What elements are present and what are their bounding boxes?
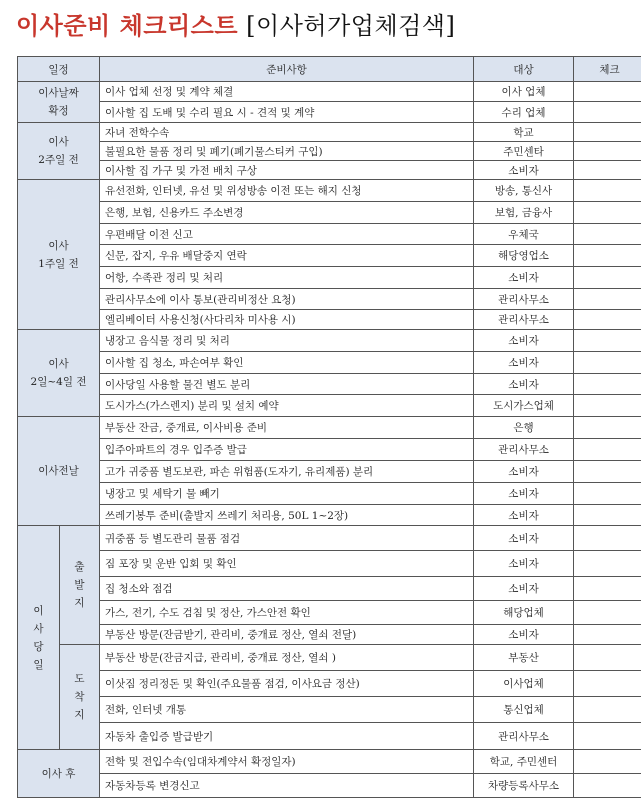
- target-cell: 학교: [474, 123, 574, 142]
- target-cell: 통신업체: [474, 697, 574, 723]
- target-cell: 우체국: [474, 224, 574, 245]
- prep-item: 은행, 보험, 신용카드 주소변경: [100, 202, 474, 224]
- check-cell[interactable]: [574, 161, 641, 180]
- table-row: [18, 142, 641, 161]
- period-label-part: 발: [60, 576, 99, 594]
- table-row: [18, 483, 641, 505]
- prep-item: 자녀 전학수속: [100, 123, 474, 142]
- period-label-part: 일: [18, 656, 59, 674]
- check-cell[interactable]: [574, 439, 641, 461]
- target-cell: 소비자: [474, 267, 574, 289]
- target-cell: 소비자: [474, 374, 574, 395]
- period-cell: [18, 82, 100, 123]
- check-cell[interactable]: [574, 723, 641, 750]
- check-cell[interactable]: [574, 774, 641, 798]
- target-cell: 이사 업체: [474, 82, 574, 102]
- period-cell: [18, 750, 100, 798]
- check-cell[interactable]: [574, 245, 641, 267]
- check-cell[interactable]: [574, 750, 641, 774]
- target-cell: 소비자: [474, 461, 574, 483]
- checklist-body: [18, 82, 641, 798]
- target-cell: 소비자: [474, 505, 574, 526]
- prep-item: 전학 및 전입수속(임대차계약서 확정일자): [100, 750, 474, 774]
- period-label-part: 2주일 전: [18, 151, 99, 169]
- check-cell[interactable]: [574, 330, 641, 352]
- page-title: [16, 6, 455, 46]
- period-label-part: 2일~4일 전: [18, 373, 99, 391]
- table-row: [18, 601, 641, 625]
- prep-item: 집 청소와 점검: [100, 577, 474, 601]
- period-label-part: 이사전날: [18, 462, 99, 480]
- table-row: [18, 267, 641, 289]
- table-row: [18, 551, 641, 577]
- target-cell: 소비자: [474, 161, 574, 180]
- prep-item: 전화, 인터넷 개통: [100, 697, 474, 723]
- target-cell: 관리사무소: [474, 310, 574, 330]
- prep-item: 이사할 집 청소, 파손여부 확인: [100, 352, 474, 374]
- prep-item: 짐 포장 및 운반 입회 및 확인: [100, 551, 474, 577]
- target-cell: 보험, 금융사: [474, 202, 574, 224]
- prep-item: 가스, 전기, 수도 검침 및 정산, 가스안전 확인: [100, 601, 474, 625]
- prep-item: 부동산 잔금, 중개료, 이사비용 준비: [100, 417, 474, 439]
- target-cell: 수리 업체: [474, 102, 574, 123]
- table-row: [18, 417, 641, 439]
- period-label-part: 이사: [18, 237, 99, 255]
- target-cell: 해당업체: [474, 601, 574, 625]
- period-label-part: 이: [18, 602, 59, 620]
- prep-item: 신문, 잡지, 우유 배달중지 연락: [100, 245, 474, 267]
- prep-item: 관리사무소에 이사 통보(관리비정산 요청): [100, 289, 474, 310]
- target-cell: 은행: [474, 417, 574, 439]
- target-cell: 해당영업소: [474, 245, 574, 267]
- period-label-part: 도: [60, 670, 99, 688]
- target-cell: 소비자: [474, 625, 574, 645]
- period-label-part: 지: [60, 706, 99, 724]
- table-row: [18, 439, 641, 461]
- target-cell: 소비자: [474, 483, 574, 505]
- table-row: [18, 395, 641, 417]
- check-cell[interactable]: [574, 526, 641, 551]
- checklist-table: [17, 56, 641, 798]
- table-row: [18, 750, 641, 774]
- prep-item: 입주아파트의 경우 입주증 발급: [100, 439, 474, 461]
- table-row: [18, 625, 641, 645]
- prep-item: 귀중품 등 별도관리 물품 점검: [100, 526, 474, 551]
- period-label-part: 사: [18, 620, 59, 638]
- check-cell[interactable]: [574, 267, 641, 289]
- period-label-part: 이사: [18, 133, 99, 151]
- prep-item: 자동차 출입증 발급받기: [100, 723, 474, 750]
- prep-item: 고가 귀중품 별도보관, 파손 위험품(도자기, 유리제품) 분리: [100, 461, 474, 483]
- prep-item: 엘리베이터 사용신청(사다리차 미사용 시): [100, 310, 474, 330]
- period-cell: [18, 526, 60, 750]
- table-row: [18, 123, 641, 142]
- prep-item: 유선전화, 인터넷, 유선 및 위성방송 이전 또는 해지 신청: [100, 180, 474, 202]
- table-row: [18, 310, 641, 330]
- period-label-part: 확정: [18, 102, 99, 120]
- period-label-part: 이사: [18, 355, 99, 373]
- target-cell: 차량등록사무소: [474, 774, 574, 798]
- prep-item: 이사 업체 선정 및 계약 체결: [100, 82, 474, 102]
- subgroup-cell: [60, 645, 100, 750]
- table-row: [18, 461, 641, 483]
- target-cell: 부동산: [474, 645, 574, 671]
- check-cell[interactable]: [574, 551, 641, 577]
- check-cell[interactable]: [574, 671, 641, 697]
- prep-item: 자동차등록 변경신고: [100, 774, 474, 798]
- check-cell[interactable]: [574, 102, 641, 123]
- check-cell[interactable]: [574, 645, 641, 671]
- target-cell: 소비자: [474, 577, 574, 601]
- table-row: [18, 645, 641, 671]
- target-cell: 도시가스업체: [474, 395, 574, 417]
- period-label-part: 지: [60, 594, 99, 612]
- table-row: [18, 671, 641, 697]
- period-label-part: 이사날짜: [18, 84, 99, 102]
- check-cell[interactable]: [574, 82, 641, 102]
- period-label-part: 착: [60, 688, 99, 706]
- check-cell[interactable]: [574, 601, 641, 625]
- table-row: [18, 245, 641, 267]
- table-row: [18, 82, 641, 102]
- table-row: [18, 180, 641, 202]
- prep-item: 이사당일 사용할 물건 별도 분리: [100, 374, 474, 395]
- target-cell: 관리사무소: [474, 439, 574, 461]
- period-cell: [18, 417, 100, 526]
- check-cell[interactable]: [574, 289, 641, 310]
- check-cell[interactable]: [574, 461, 641, 483]
- check-cell[interactable]: [574, 625, 641, 645]
- check-cell[interactable]: [574, 180, 641, 202]
- table-row: [18, 330, 641, 352]
- period-label-part: 당: [18, 638, 59, 656]
- target-cell: 이사업체: [474, 671, 574, 697]
- prep-item: 부동산 방문(잔금지급, 관리비, 중개료 정산, 열쇠 ): [100, 645, 474, 671]
- check-cell[interactable]: [574, 224, 641, 245]
- period-cell: [18, 180, 100, 330]
- check-cell[interactable]: [574, 577, 641, 601]
- target-cell: 관리사무소: [474, 289, 574, 310]
- check-cell[interactable]: [574, 123, 641, 142]
- table-row: [18, 505, 641, 526]
- prep-item: 이삿짐 정리정돈 및 확인(주요물품 점검, 이사요금 정산): [100, 671, 474, 697]
- check-cell[interactable]: [574, 142, 641, 161]
- target-cell: 소비자: [474, 526, 574, 551]
- table-row: [18, 161, 641, 180]
- target-cell: 방송, 통신사: [474, 180, 574, 202]
- check-cell[interactable]: [574, 417, 641, 439]
- period-cell: [18, 123, 100, 180]
- title-sub: [이사허가업체검색]: [246, 12, 455, 40]
- table-row: [18, 102, 641, 123]
- prep-item: 도시가스(가스렌지) 분리 및 설치 예약: [100, 395, 474, 417]
- prep-item: 이사할 집 도배 및 수리 필요 시 - 견적 및 계약: [100, 102, 474, 123]
- prep-item: 불필요한 물품 정리 및 폐기(폐기물스티커 구입): [100, 142, 474, 161]
- prep-item: 냉장고 음식물 정리 및 처리: [100, 330, 474, 352]
- table-row: [18, 352, 641, 374]
- header-period: 일정: [18, 57, 100, 82]
- prep-item: 어항, 수족관 정리 및 처리: [100, 267, 474, 289]
- prep-item: 쓰레기봉투 준비(출발지 쓰레기 처리용, 50L 1~2장): [100, 505, 474, 526]
- prep-item: 냉장고 및 세탁기 물 빼기: [100, 483, 474, 505]
- period-label-part: 출: [60, 558, 99, 576]
- target-cell: 학교, 주민센터: [474, 750, 574, 774]
- target-cell: 소비자: [474, 330, 574, 352]
- prep-item: 부동산 방문(잔금받기, 관리비, 중개료 정산, 열쇠 전달): [100, 625, 474, 645]
- check-cell[interactable]: [574, 697, 641, 723]
- target-cell: 주민센타: [474, 142, 574, 161]
- table-row: [18, 774, 641, 798]
- subgroup-cell: [60, 526, 100, 645]
- check-cell[interactable]: [574, 202, 641, 224]
- table-row: [18, 224, 641, 245]
- prep-item: 우편배달 이전 신고: [100, 224, 474, 245]
- table-row: [18, 723, 641, 750]
- check-cell[interactable]: [574, 395, 641, 417]
- target-cell: 소비자: [474, 352, 574, 374]
- header-prep: 준비사항: [100, 57, 474, 82]
- prep-item: 이사할 집 가구 및 가전 배치 구상: [100, 161, 474, 180]
- period-label-part: 1주일 전: [18, 255, 99, 273]
- period-label-part: 이사 후: [18, 765, 99, 783]
- table-row: [18, 202, 641, 224]
- header-target: 대상: [474, 57, 574, 82]
- header-check: 체크: [574, 57, 641, 82]
- check-cell[interactable]: [574, 483, 641, 505]
- period-cell: [18, 330, 100, 417]
- check-cell[interactable]: [574, 505, 641, 526]
- check-cell[interactable]: [574, 310, 641, 330]
- check-cell[interactable]: [574, 374, 641, 395]
- table-row: [18, 577, 641, 601]
- target-cell: 관리사무소: [474, 723, 574, 750]
- title-main: 이사준비 체크리스트: [16, 11, 238, 40]
- table-row: [18, 374, 641, 395]
- table-row: [18, 526, 641, 551]
- target-cell: 소비자: [474, 551, 574, 577]
- table-row: [18, 697, 641, 723]
- table-row: [18, 289, 641, 310]
- check-cell[interactable]: [574, 352, 641, 374]
